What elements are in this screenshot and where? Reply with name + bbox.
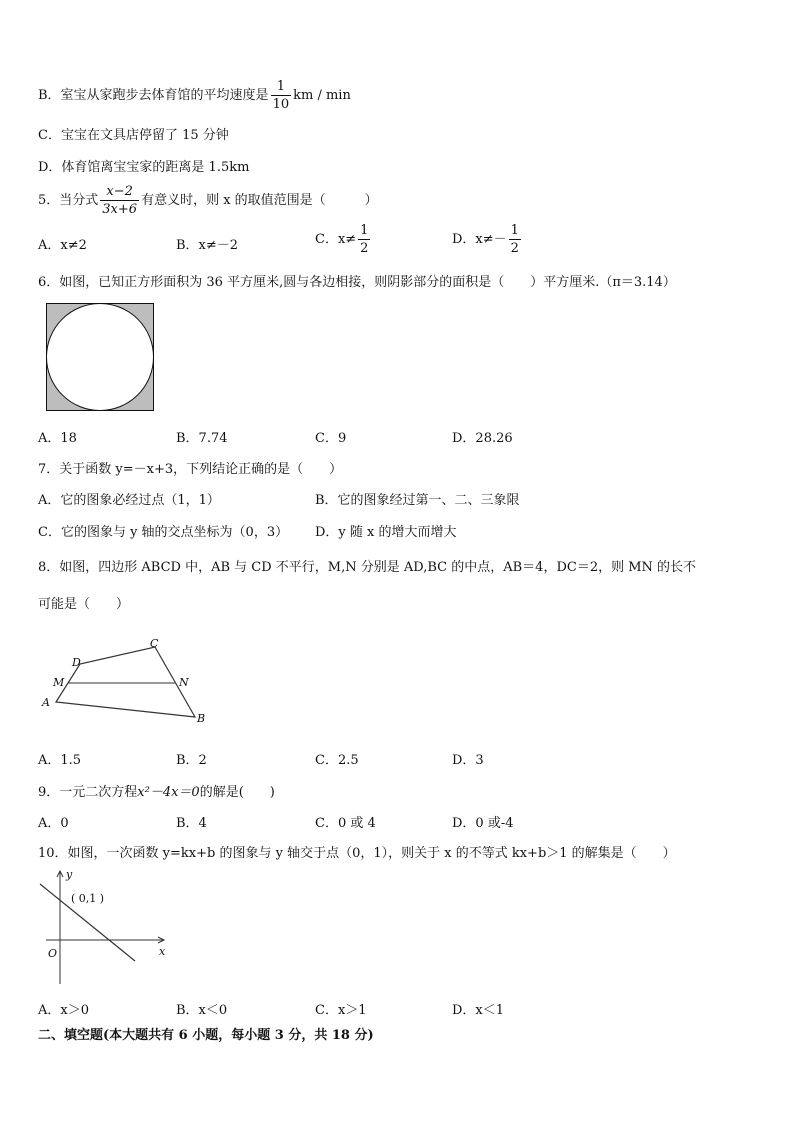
q9-suffix: 的解是( ) bbox=[199, 785, 275, 800]
q5-option-d bbox=[452, 222, 523, 257]
fraction-numerator: 1 bbox=[360, 223, 369, 238]
q10-option-b: B．x＜0 bbox=[176, 1003, 228, 1018]
q6-option-a: A．18 bbox=[38, 431, 77, 446]
q7-option-c: C．它的图象与 y 轴的交点坐标为（0，3） bbox=[38, 525, 289, 540]
x-axis-label: x bbox=[159, 945, 166, 958]
q7-option-b: B．它的图象经过第一、二、三象限 bbox=[315, 493, 520, 508]
q5-option-d-fraction bbox=[509, 222, 521, 257]
q5-suffix: 有意义时，则 x 的取值范围是（ ） bbox=[141, 193, 378, 208]
q10-linear-function-graph bbox=[38, 866, 174, 988]
q7-option-d: D．y 随 x 的增大而增大 bbox=[315, 525, 457, 540]
vertex-label-a: A bbox=[42, 696, 50, 709]
q8-quadrilateral-figure bbox=[38, 636, 218, 726]
fraction-denominator: 2 bbox=[360, 241, 369, 256]
fraction-numerator: 1 bbox=[271, 78, 292, 96]
q9-option-b: B．4 bbox=[176, 816, 207, 831]
q5-stem bbox=[38, 183, 378, 218]
q4-option-b-text: B．室宝从家跑步去体育馆的平均速度是 bbox=[38, 88, 269, 103]
fraction-numerator: x−2 bbox=[100, 183, 139, 201]
q5-option-c-text: C．x≠ bbox=[315, 232, 357, 247]
q6-stem: 6．如图，已知正方形面积为 36 平方厘米,圆与各边相接，则阴影部分的面积是（ ）平方厘米.（π＝3.14） bbox=[38, 275, 676, 290]
q4-option-d: D．体育馆离宝宝家的距离是 1.5km bbox=[38, 160, 250, 175]
fraction-denominator: 10 bbox=[272, 97, 290, 112]
q9-equation: x²－4x＝0 bbox=[137, 785, 200, 800]
vertex-label-b: B bbox=[197, 712, 206, 725]
q6-option-b: B．7.74 bbox=[176, 431, 228, 446]
q8-option-d: D．3 bbox=[452, 753, 484, 768]
intercept-point-label: ( 0,1 ) bbox=[71, 892, 105, 905]
q6-square-circle-figure bbox=[46, 303, 154, 411]
q5-fraction bbox=[100, 183, 139, 218]
q10-option-c: C．x＞1 bbox=[315, 1003, 367, 1018]
q8-option-c: C．2.5 bbox=[315, 753, 359, 768]
q9-prefix: 9．一元二次方程 bbox=[38, 785, 138, 800]
q6-option-d: D．28.26 bbox=[452, 431, 513, 446]
q9-option-d: D．0 或-4 bbox=[452, 816, 514, 831]
q5-option-d-text: D．x≠－ bbox=[452, 232, 507, 247]
fraction-denominator: 2 bbox=[510, 241, 519, 256]
point-label-m: M bbox=[53, 676, 65, 689]
q5-option-b: B．x≠－2 bbox=[176, 238, 239, 253]
q4-option-b bbox=[38, 78, 351, 113]
fraction-numerator: 1 bbox=[510, 223, 519, 238]
q8-option-b: B．2 bbox=[176, 753, 207, 768]
point-label-n: N bbox=[179, 676, 189, 689]
fraction-denominator: 3x+6 bbox=[102, 202, 138, 217]
q5-prefix: 5．当分式 bbox=[38, 193, 99, 208]
q9-stem bbox=[38, 781, 275, 800]
vertex-label-c: C bbox=[150, 637, 159, 650]
q9-option-c: C．0 或 4 bbox=[315, 816, 376, 831]
q10-stem: 10．如图，一次函数 y=kx+b 的图象与 y 轴交于点（0，1），则关于 x 的不等式 kx+b＞1 的解集是（ ） bbox=[38, 846, 676, 861]
q5-option-c bbox=[315, 222, 372, 257]
q4-option-c: C．宝宝在文具店停留了 15 分钟 bbox=[38, 128, 229, 143]
inscribed-circle bbox=[47, 304, 154, 411]
q10-option-d: D．x＜1 bbox=[452, 1003, 505, 1018]
vertex-label-d: D bbox=[72, 656, 81, 669]
q10-option-a: A．x＞0 bbox=[38, 1003, 89, 1018]
q5-option-a: A．x≠2 bbox=[38, 238, 87, 253]
q8-stem-line2: 可能是（ ） bbox=[38, 597, 130, 612]
q7-option-a: A．它的图象必经过点（1，1） bbox=[38, 493, 220, 508]
q6-option-c: C．9 bbox=[315, 431, 347, 446]
q8-option-a: A．1.5 bbox=[38, 753, 82, 768]
q9-option-a: A．0 bbox=[38, 816, 69, 831]
y-axis-label: y bbox=[66, 868, 73, 881]
q4-option-b-fraction bbox=[271, 78, 292, 113]
origin-label: O bbox=[48, 947, 58, 960]
q8-stem-line1: 8．如图，四边形 ABCD 中，AB 与 CD 不平行，M,N 分别是 AD,BC 的中点，AB＝4，DC＝2，则 MN 的长不 bbox=[38, 560, 697, 575]
section-2-heading: 二、填空题(本大题共有 6 小题，每小题 3 分，共 18 分) bbox=[38, 1028, 374, 1043]
q7-stem: 7．关于函数 y=－x+3，下列结论正确的是（ ） bbox=[38, 462, 343, 477]
q4-option-b-unit: km / min bbox=[293, 88, 351, 103]
q5-option-c-fraction bbox=[358, 222, 370, 257]
